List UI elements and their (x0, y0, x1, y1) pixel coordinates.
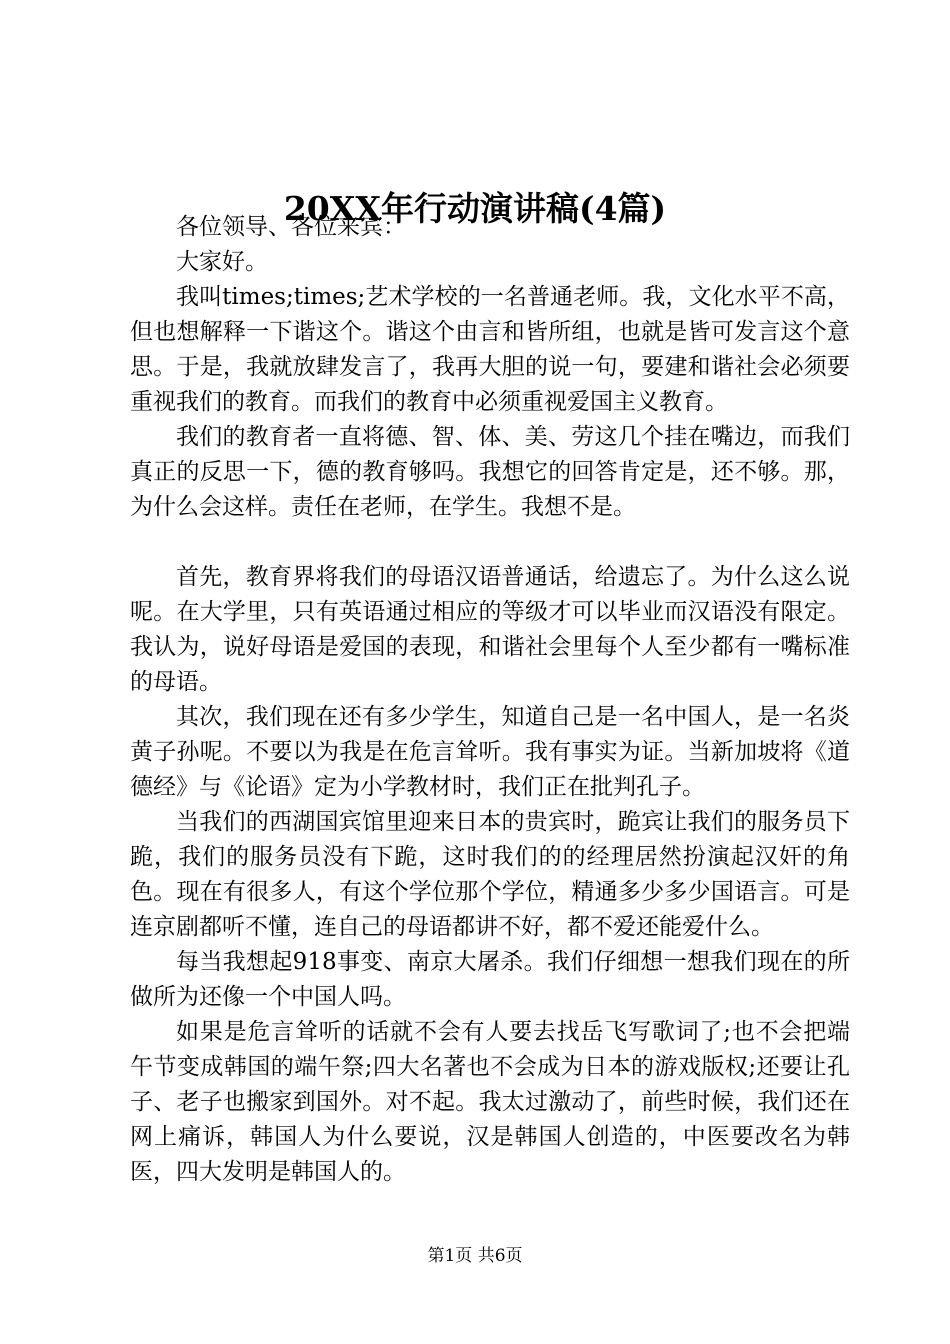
paragraph-greeting: 大家好。 (176, 249, 268, 275)
page-footer: 第1页 共6页 (427, 1246, 523, 1266)
paragraph-west-lake: 当我们的西湖国宾馆里迎来日本的贵宾时，跪宾让我们的服务员下跪，我们的服务员没有下跪，这时我们的的经理居然扮演起汉奸的角色。现在有很多人，有这个学位那个学位，精通多少多少国语言。可是连京剧都听不懂，连自己的母语都讲不好，都不爱还能爱什么。 (130, 809, 850, 940)
paragraph-second-point: 其次，我们现在还有多少学生，知道自己是一名中国人，是一名炎黄子孙呢。不要以为我是在危言耸听。我有事实为证。当新加坡将《道德经》与《论语》定为小学教材时，我们正在批判孔子。 (130, 704, 850, 800)
document-title: 20XX年行动演讲稿(4篇) (283, 189, 667, 228)
document-body (130, 210, 850, 1190)
paragraph-introduction: 我叫times;times;艺术学校的一名普通老师。我，文化水平不高，但也想解释一下谐这个。谐这个由言和皆所组，也就是皆可发言这个意思。于是，我就放肆发言了，我再大胆的说一句，要建和谐社会必须要重视我们的教育。而我们的教育中必须重视爱国主义教育。 (130, 284, 850, 415)
paragraph-history: 每当我想起918事变、南京大屠杀。我们仔细想一想我们现在的所做所为还像一个中国人吗。 (130, 949, 850, 1010)
paragraph-moral-education: 我们的教育者一直将德、智、体、美、劳这几个挂在嘴边，而我们真正的反思一下，德的教育够吗。我想它的回答肯定是，还不够。那，为什么会这样。责任在老师，在学生。我想不是。 (130, 424, 850, 520)
paragraph-first-point: 首先，教育界将我们的母语汉语普通话，给遗忘了。为什么这么说呢。在大学里，只有英语通过相应的等级才可以毕业而汉语没有限定。我认为，说好母语是爱国的表现，和谐社会里每个人至少都有一嘴标准的母语。 (130, 564, 850, 695)
paragraph-salutation: 各位领导、各位来宾： (176, 214, 406, 240)
paragraph-culture: 如果是危言耸听的话就不会有人要去找岳飞写歌词了;也不会把端午节变成韩国的端午祭;四大名著也不会成为日本的游戏版权;还要让孔子、老子也搬家到国外。对不起。我太过激动了，前些时候，我们还在网上痛诉，韩国人为什么要说，汉是韩国人创造的，中医要改名为韩医，四大发明是韩国人的。 (130, 1019, 850, 1185)
